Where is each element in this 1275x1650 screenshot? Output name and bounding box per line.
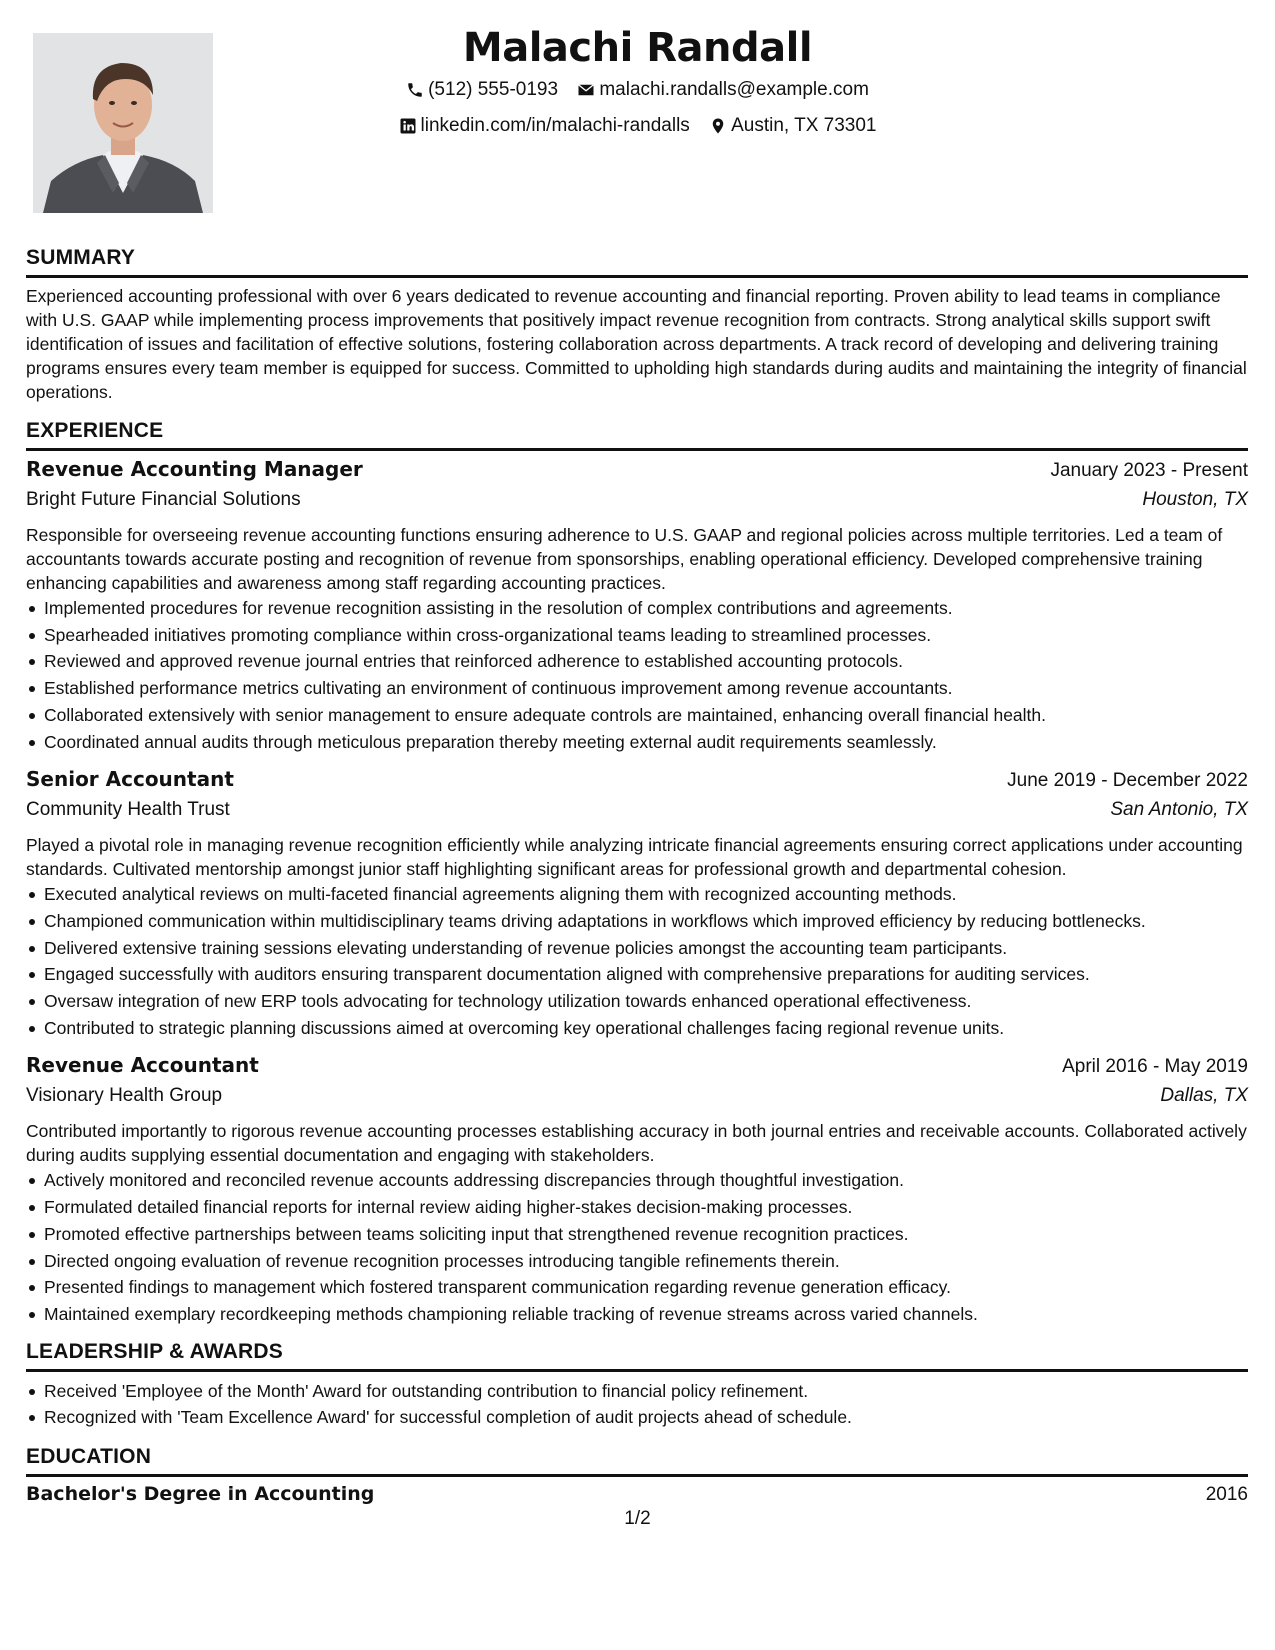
phone-icon (406, 81, 424, 99)
bullet-item: Reviewed and approved revenue journal entries that reinforced adherence to established accounting protocols. (44, 648, 1248, 675)
section-title-summary: SUMMARY (26, 246, 1248, 278)
candidate-name: Malachi Randall (462, 25, 813, 71)
bullet-item: Recognized with 'Team Excellence Award' for successful completion of audit projects ahead of schedule. (44, 1404, 1248, 1431)
bullet-item: Established performance metrics cultivating an environment of continuous improvement among revenue accountants. (44, 675, 1248, 702)
phone-contact (406, 74, 558, 106)
bullet-item: Actively monitored and reconciled revenue accounts addressing discrepancies through thoughtful investigation. (44, 1167, 1248, 1194)
graduation-year: 2016 (1205, 1484, 1248, 1506)
job-description: Contributed importantly to rigorous revenue accounting processes establishing accuracy in both journal entries and receivable accounts. Collaborated actively during audits supplying essential documentation and engaging with stakeholders. (26, 1121, 1247, 1166)
resume-body (26, 246, 1248, 1515)
phone-text: (512) 555-0193 (428, 79, 559, 100)
degree-name: Bachelor's Degree in Accounting (26, 1483, 375, 1506)
bullet-item: Contributed to strategic planning discussions aimed at overcoming key operational challenges facing regional revenue units. (44, 1015, 1248, 1042)
location-contact (709, 110, 876, 142)
contact-row-2 (0, 110, 1275, 146)
job-title: Senior Accountant (26, 767, 234, 792)
section-title-experience: EXPERIENCE (26, 419, 1248, 451)
job-bullets (26, 881, 1248, 1041)
bullet-item: Maintained exemplary recordkeeping methods championing reliable tracking of revenue streams across varied channels. (44, 1301, 1248, 1328)
bullet-item: Received 'Employee of the Month' Award for outstanding contribution to financial policy refinement. (44, 1378, 1248, 1405)
job-location: Dallas, TX (1160, 1085, 1248, 1107)
job-bullets (26, 595, 1248, 755)
bullet-item: Presented findings to management which fostered transparent communication regarding revenue generation efficacy. (44, 1274, 1248, 1301)
job-company-row (26, 799, 1248, 831)
resume-header (0, 22, 1275, 146)
linkedin-contact[interactable] (399, 110, 690, 142)
bullet-item: Formulated detailed financial reports for internal review aiding higher-stakes decision-making processes. (44, 1194, 1248, 1221)
job-company-row (26, 1085, 1248, 1117)
job-dates: June 2019 - December 2022 (1007, 770, 1248, 792)
bullet-item: Executed analytical reviews on multi-faceted financial agreements aligning them with recognized accounting methods. (44, 881, 1248, 908)
job-header-row (26, 767, 1248, 799)
bullet-item: Promoted effective partnerships between teams soliciting input that strengthened revenue recognition practices. (44, 1221, 1248, 1248)
job-entry (26, 457, 1248, 755)
job-bullets (26, 1167, 1248, 1327)
job-company: Community Health Trust (26, 799, 230, 821)
job-location: Houston, TX (1142, 489, 1248, 510)
bullet-item: Coordinated annual audits through meticulous preparation thereby meeting external audit requirements seamlessly. (44, 729, 1248, 756)
bullet-item: Spearheaded initiatives promoting compliance within cross-organizational teams leading to streamlined processes. (44, 622, 1248, 649)
email-contact[interactable] (577, 74, 869, 106)
linkedin-icon (399, 117, 417, 135)
bullet-item: Engaged successfully with auditors ensuring transparent documentation aligned with comprehensive preparations for auditing services. (44, 961, 1248, 988)
section-title-education: EDUCATION (26, 1445, 1248, 1477)
bullet-item: Oversaw integration of new ERP tools advocating for technology utilization towards enhanced operational effectiveness. (44, 988, 1248, 1015)
bullet-item: Collaborated extensively with senior management to ensure adequate controls are maintained, enhancing overall financial health. (44, 702, 1248, 729)
job-title: Revenue Accounting Manager (26, 457, 363, 481)
job-dates: April 2016 - May 2019 (1062, 1056, 1248, 1078)
job-entry (26, 1053, 1248, 1327)
leadership-bullets (26, 1378, 1248, 1431)
leadership-section (26, 1340, 1248, 1431)
job-company: Visionary Health Group (26, 1085, 223, 1107)
education-section (26, 1445, 1248, 1515)
summary-section (26, 246, 1248, 404)
job-title: Revenue Accountant (26, 1053, 259, 1078)
job-description: Responsible for overseeing revenue accounting functions ensuring adherence to U.S. GAAP and regional policies across multiple territories. Led a team of accountants towards accurate posting and recognition of revenue from sponsorships, enabling operational efficiency. Developed comprehensive training enhancing capabilities and awareness among staff regarding accounting practices. (26, 525, 1223, 593)
summary-text: Experienced accounting professional with over 6 years dedicated to revenue accounting and financial reporting. Proven ability to lead teams in compliance with U.S. GAAP while implementing process improvements that positively impact revenue recognition from contracts. Strong analytical skills support swift identification of issues and facilitation of effective solutions, fostering collaboration across departments. A track record of developing and delivering training programs ensures every team member is equipped for success. Committed to upholding high standards during audits and maintaining the integrity of financial operations. (26, 286, 1247, 402)
page-number: 1/2 (624, 1508, 651, 1529)
email-text[interactable]: malachi.randalls@example.com (599, 79, 869, 100)
linkedin-text[interactable]: linkedin.com/in/malachi-randalls (420, 115, 690, 136)
job-entry (26, 767, 1248, 1041)
job-description: Played a pivotal role in managing revenue recognition efficiently while analyzing intricate financial agreements ensuring correct applications under accounting standards. Cultivated mentorship amongst junior staff highlighting significant areas for professional growth and departmental cohesion. (26, 835, 1243, 880)
bullet-item: Championed communication within multidisciplinary teams driving adaptations in workflows which improved efficiency by reducing bottlenecks. (44, 908, 1248, 935)
job-company: Bright Future Financial Solutions (26, 489, 301, 510)
job-header-row (26, 1053, 1248, 1085)
section-title-leadership: LEADERSHIP & AWARDS (26, 1340, 1248, 1372)
map-pin-icon (709, 117, 727, 135)
bullet-item: Delivered extensive training sessions elevating understanding of revenue policies amongst the accounting team participants. (44, 935, 1248, 962)
bullet-item: Implemented procedures for revenue recognition assisting in the resolution of complex contributions and agreements. (44, 595, 1248, 622)
contact-row-1 (0, 74, 1275, 110)
job-dates: January 2023 - Present (1050, 460, 1248, 481)
bullet-item: Directed ongoing evaluation of revenue recognition processes introducing tangible refinements therein. (44, 1248, 1248, 1275)
experience-section (26, 419, 1248, 1328)
location-text: Austin, TX 73301 (731, 115, 877, 136)
envelope-icon (577, 81, 595, 99)
job-company-row (26, 489, 1248, 521)
job-header-row (26, 457, 1248, 489)
job-location: San Antonio, TX (1110, 799, 1248, 821)
